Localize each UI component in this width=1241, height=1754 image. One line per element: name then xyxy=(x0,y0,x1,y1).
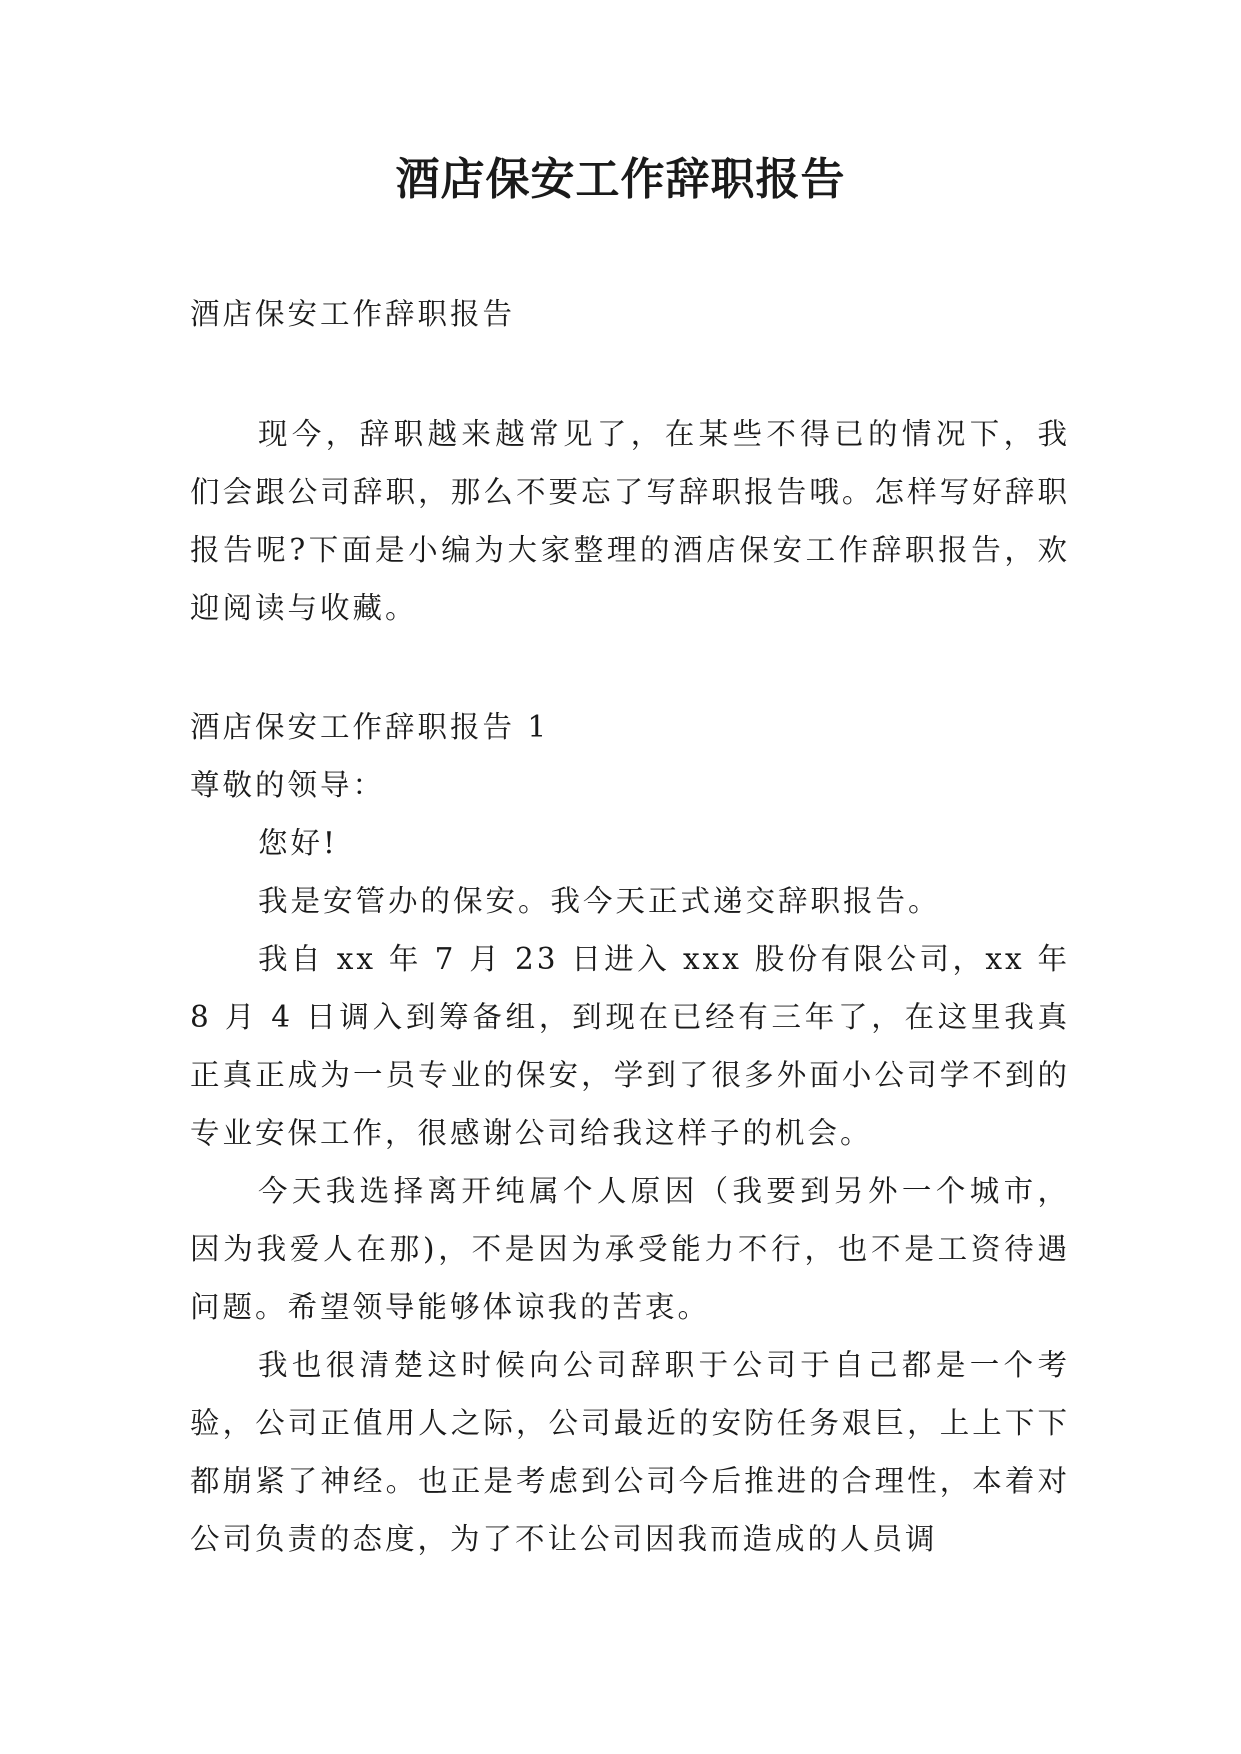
section-heading: 酒店保安工作辞职报告 1 xyxy=(190,710,550,744)
intro-paragraph: 现今，辞职越来越常见了，在某些不得已的情况下，我们会跟公司辞职，那么不要忘了写辞职报告哦。怎样写好辞职报告呢?下面是小编为大家整理的酒店保安工作辞职报告，欢迎阅读与收藏。 xyxy=(190,417,1070,625)
letter-section xyxy=(190,698,1070,1568)
letter-paragraph: 我也很清楚这时候向公司辞职于公司于自己都是一个考验，公司正值用人之际，公司最近的安防任务艰巨，上上下下都崩紧了神经。也正是考虑到公司今后推进的合理性，本着对公司负责的态度，为了不让公司因我而造成的人员调 xyxy=(190,1348,1070,1556)
document-subtitle: 酒店保安工作辞职报告 xyxy=(190,297,516,331)
letter-paragraph: 我自 xx 年 7 月 23 日进入 xxx 股份有限公司，xx 年 8 月 4 日调入到筹备组，到现在已经有三年了，在这里我真正真正成为一员专业的保安，学到了很多外面小公司学不到的专业安保工作，很感谢公司给我这样子的机会。 xyxy=(190,942,1070,1150)
document-title: 酒店保安工作辞职报告 xyxy=(395,154,846,205)
greeting: 您好! xyxy=(258,826,338,860)
salutation: 尊敬的领导： xyxy=(190,768,386,802)
letter-paragraph: 我是安管办的保安。我今天正式递交辞职报告。 xyxy=(258,884,941,918)
letter-paragraph: 今天我选择离开纯属个人原因（我要到另外一个城市，因为我爱人在那)，不是因为承受能力不行，也不是工资待遇问题。希望领导能够体谅我的苦衷。 xyxy=(190,1174,1070,1324)
